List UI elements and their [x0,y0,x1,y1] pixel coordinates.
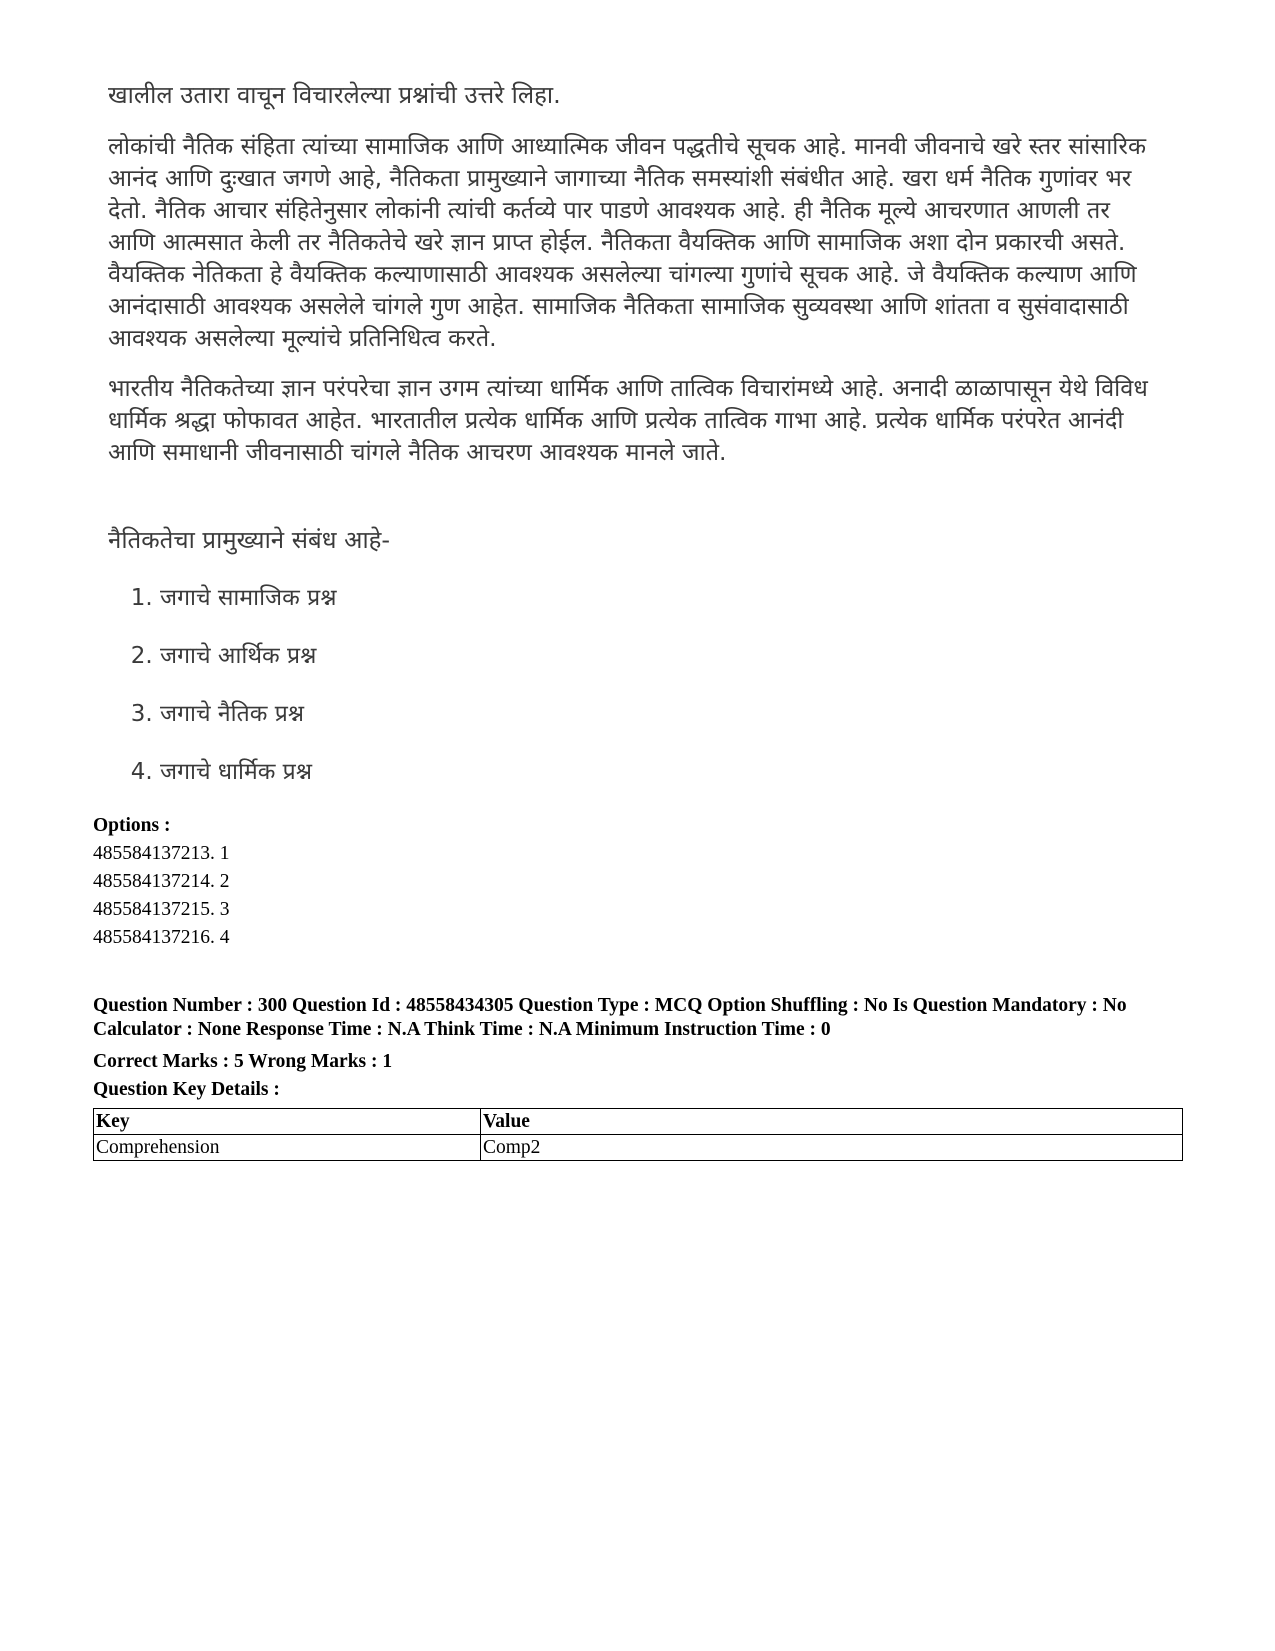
table-header-key: Key [94,1109,481,1135]
passage-paragraph-2: भारतीय नैतिकतेच्या ज्ञान परंपरेचा ज्ञान उगम त्यांच्या धार्मिक आणि तात्विक विचारांमध्ये आहे. अनादी ळाळापासून येथे विविध धार्मिक श्रद्धा फोफावत आहेत. भारतातील प्रत्येक धार्मिक आणि प्रत्येक तात्विक गाभा आहे. प्रत्येक धार्मिक परंपरेत आनंदी आणि समाधानी जीवनासाठी चांगले नैतिक आचरण आवश्यक मानले जाते. [108,374,1148,466]
key-details-label: Question Key Details : [93,1079,280,1100]
table-row [94,1135,1183,1161]
passage-paragraph-1: लोकांची नैतिक संहिता त्यांच्या सामाजिक आणि आध्यात्मिक जीवन पद्धतीचे सूचक आहे. मानवी जीवनाचे खरे स्तर सांसारिक आनंद आणि दुःखात जगणे आहे, नैतिकता प्रामुख्याने जागाच्या नैतिक समस्यांशी संबंधीत आहे. खरा धर्म नैतिक गुणांवर भर देतो. नैतिक आचार संहितेनुसार लोकांनी त्यांची कर्तव्ये पार पाडणे आवश्यक आहे. ही नैतिक मूल्ये आचरणात आणली तर आणि आत्मसात केली तर नैतिकतेचे खरे ज्ञान प्राप्त होईल. नैतिकता वैयक्तिक आणि सामाजिक अशा दोन प्रकारची असते. वैयक्तिक नेतिकता हे वैयक्तिक कल्याणासाठी आवश्यक असलेल्या चांगल्या गुणांचे सूचक आहे. जे वैयक्तिक कल्याण आणि आनंदासाठी आवश्यक असलेले चांगले गुण आहेत. सामाजिक नैतिकता सामाजिक सुव्यवस्था आणि शांतता व सुसंवादासाठी आवश्यक असलेल्या मूल्यांचे प्रतिनिधित्व करते. [108,132,1147,352]
option-item-4: 485584137216. 4 [93,927,230,948]
question-metadata [93,812,1193,1161]
table-cell-key: Comprehension [94,1135,481,1161]
question-text: नैतिकतेचा प्रामुख्याने संबंध आहे- [108,526,391,554]
choice-item-3: 3. जगाचे नैतिक प्रश्न [160,685,1158,743]
choice-item-4: 4. जगाचे धार्मिक प्रश्न [160,743,1158,801]
option-item-2: 485584137214. 2 [93,871,230,892]
option-item-1: 485584137213. 1 [93,843,230,864]
choice-item-1: 1. जगाचे सामाजिक प्रश्न [160,569,1158,627]
passage-instruction: खालील उतारा वाचून विचारलेल्या प्रश्नांची उत्तरे लिहा. [108,81,561,109]
options-label: Options : [93,815,171,836]
table-header-value: Value [481,1109,1183,1135]
table-cell-value: Comp2 [481,1135,1183,1161]
choice-list [108,569,1158,801]
passage-image [108,70,1158,801]
key-details-table [93,1108,1183,1161]
option-item-3: 485584137215. 3 [93,899,230,920]
marks-info: Correct Marks : 5 Wrong Marks : 1 [93,1051,393,1072]
question-info: Question Number : 300 Question Id : 48558434305 Question Type : MCQ Option Shuffling : No Is Question Mandatory : No Calculator : None Response Time : N.A Think Time : N.A Minimum Instruction Time : 0 [93,995,1127,1040]
table-header-row [94,1109,1183,1135]
choice-item-2: 2. जगाचे आर्थिक प्रश्न [160,627,1158,685]
